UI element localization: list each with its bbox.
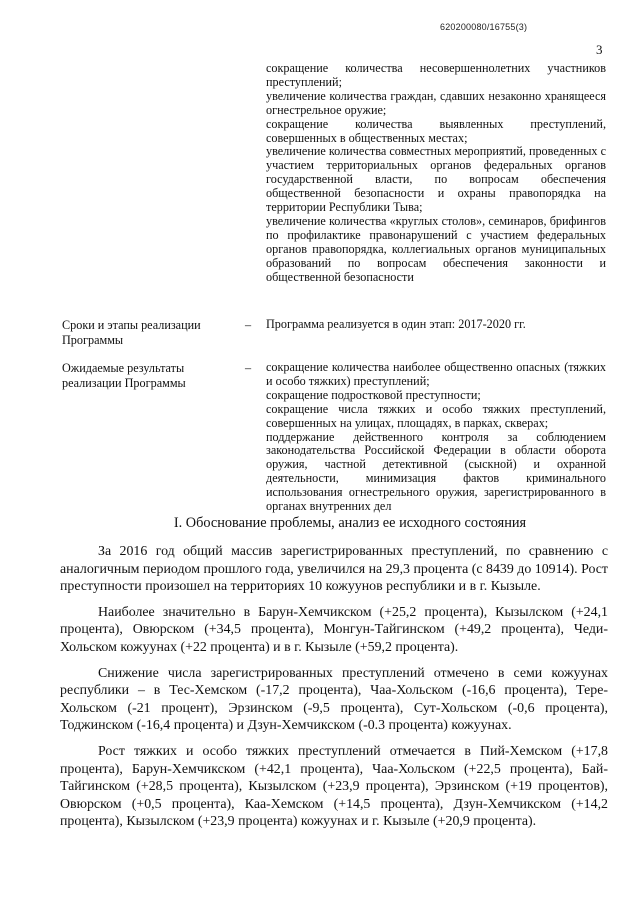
terms-label: Сроки и этапы реализации Программы — [62, 318, 201, 347]
continued-indicators-list — [266, 62, 606, 285]
results-label: Ожидаемые результаты реализации Программы — [62, 361, 186, 390]
results-dash: – — [245, 361, 252, 375]
list-item: сокращение подростковой преступности; — [266, 387, 481, 402]
section-body — [60, 543, 608, 839]
paragraph: Снижение числа зарегистрированных преступлений отмечено в семи кожуунах республики – в Тес-Хемском (-17,2 процента), Чаа-Хольском (-16,6 процента), Тере-Хольском (-21 процент), Эрзинском (-9,5 процента), Сут-Хольском (-0,6 процента), Тоджинском (-16,4 процента) и Дзун-Хемчикском (-0.3 процента) кожуунах. — [60, 665, 608, 734]
terms-dash: – — [245, 318, 252, 332]
paragraph: Наиболее значительно в Барун-Хемчикском (+25,2 процента), Кызылском (+24,1 процента), Овюрском (+34,5 процента), Монгун-Тайгинском (+49,2 процента), Чеди-Хольском кожуунах (+22 процента) и в г. Кызыле (+59,2 процента). — [60, 604, 608, 655]
list-item: сокращение количества выявленных преступлений, совершенных в общественных местах; — [266, 116, 606, 145]
document-number: 620200080/16755(3) — [440, 22, 528, 32]
terms-value — [266, 318, 606, 332]
page-number: 3 — [596, 42, 603, 57]
section-heading: I. Обоснование проблемы, анализ ее исходного состояния — [173, 515, 527, 531]
paragraph: За 2016 год общий массив зарегистрированных преступлений, по сравнению с аналогичным периодом прошлого года, увеличился на 29,3 процента (с 8439 до 10914). Рост преступности произошел на территориях 10 кожуунов республики и в г. Кызыле. — [60, 544, 608, 595]
list-item: сокращение количества наиболее общественно опасных (тяжких и особо тяжких) преступлений; — [266, 360, 606, 388]
list-item: сокращение количества несовершеннолетних участников преступлений; — [266, 61, 606, 89]
list-item: увеличение количества «круглых столов», семинаров, брифингов по профилактике правонарушений с участием федеральных органов правопорядка, коллегиальных органов муниципальных образований по вопросам обеспечения законности и общественной безопасности — [266, 213, 606, 284]
list-item: увеличение количества граждан, сдавших незаконно хранящееся огнестрельное оружие; — [266, 88, 606, 117]
results-list — [266, 361, 606, 514]
terms-value-text: Программа реализуется в один этап: 2017-2020 гг. — [266, 317, 526, 331]
paragraph: Рост тяжких и особо тяжких преступлений отмечается в Пий-Хемском (+17,8 процента), Барун-Хемчикском (+42,1 процента), Чаа-Хольском (+22,5 процента), Бай-Тайгинском (+28,5 процента), Кызылском (+23,9 процента), Эрзинском (+19 процентов), Овюрском (+0,5 процента), Каа-Хемском (+14,5 процента), Дзун-Хемчикском (+14,2 процента), Кызылском (+23,9 процента) кожуунах и г. Кызыле (+20,9 процента). — [60, 743, 608, 830]
list-item: сокращение числа тяжких и особо тяжких преступлений, совершенных на улицах, площадях, в парках, скверах; — [266, 401, 606, 430]
list-item: поддержание действенного контроля за соблюдением законодательства Российской Федерации в области оборота оружия, частной детективной (сыскной) и охранной деятельности, минимизация фактов криминального использования огнестрельного оружия, зарегистрированного в органах внутренних дел — [266, 429, 606, 514]
list-item: увеличение количества совместных мероприятий, проведенных с участием территориальных органов федеральных органов государственной власти, по вопросам обеспечения общественной безопасности и охраны правопорядка на территории Республики Тыва; — [266, 144, 606, 215]
